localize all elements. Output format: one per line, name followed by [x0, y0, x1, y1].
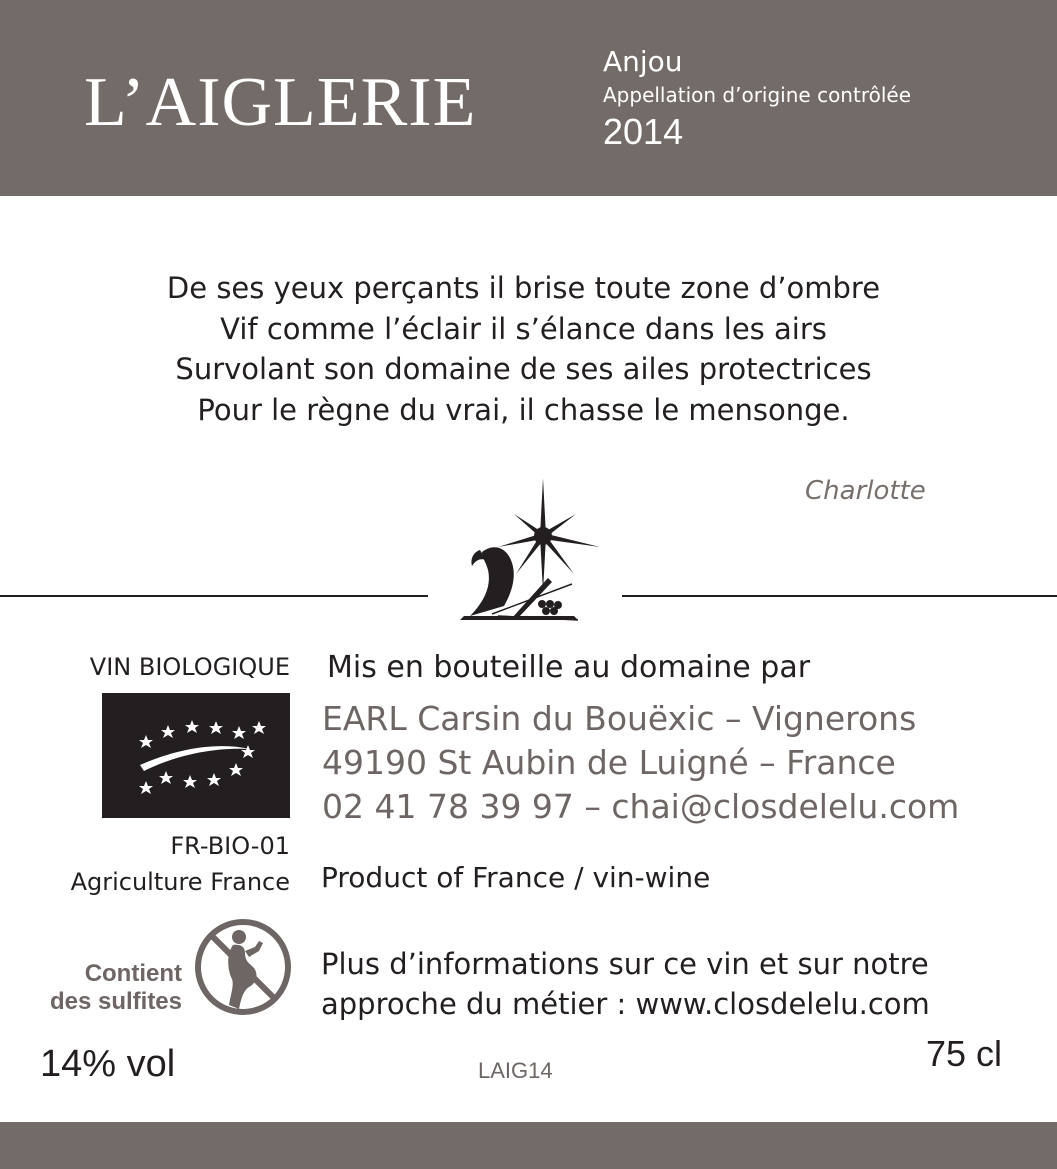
region: Anjou [603, 45, 683, 78]
organic-certification [30, 828, 290, 900]
divider-right [622, 595, 1057, 597]
producer-block [322, 697, 959, 829]
pregnant-woman-no-alcohol-icon [193, 917, 293, 1017]
sulfites-label [20, 960, 182, 1016]
bottled-by: Mis en bouteille au domaine par [327, 650, 811, 685]
lot-number: LAIG14 [478, 1058, 553, 1083]
poem-line: Pour le règne du vrai, il chasse le mensonge. [197, 392, 850, 427]
sulfites-line: Contient [84, 960, 182, 987]
eu-organic-leaf-icon [102, 693, 290, 818]
poem-line: Survolant son domaine de ses ailes protectrices [175, 352, 872, 386]
vintage: 2014 [603, 111, 684, 152]
appellation-text: Appellation d’origine contrôlée [603, 83, 912, 107]
header-band [0, 0, 1057, 196]
appellation-block [603, 44, 911, 154]
eagle-star-emblem-icon [452, 474, 602, 624]
alcohol-content: 14% vol [40, 1043, 176, 1085]
more-info-line: approche du métier : www.closdelelu.com [321, 987, 930, 1021]
poem-line: De ses yeux perçants il brise toute zone d’ombre [166, 271, 881, 305]
poem-line: Vif comme l’éclair il s’élance dans les airs [220, 311, 827, 346]
bottle-volume: 75 cl [926, 1033, 1003, 1074]
producer-name: EARL Carsin du Bouëxic – Vignerons [322, 699, 917, 738]
organic-code: FR-BIO-01 [170, 832, 290, 860]
more-info [321, 944, 930, 1024]
poem [0, 268, 1047, 430]
product-origin: Product of France / vin-wine [321, 861, 711, 894]
organic-origin: Agriculture France [70, 868, 290, 896]
divider-left [0, 595, 428, 597]
producer-address: 49190 St Aubin de Luigné – France [322, 743, 896, 782]
brand-name: L’AIGLERIE [84, 64, 477, 141]
sulfites-line: des sulfites [49, 988, 182, 1015]
poem-author: Charlotte [805, 476, 926, 506]
organic-title: VIN BIOLOGIQUE [89, 653, 290, 681]
more-info-line: Plus d’informations sur ce vin et sur notre [321, 947, 929, 981]
producer-contact: 02 41 78 39 97 – chai@closdelelu.com [322, 787, 960, 826]
footer-band [0, 1122, 1057, 1169]
